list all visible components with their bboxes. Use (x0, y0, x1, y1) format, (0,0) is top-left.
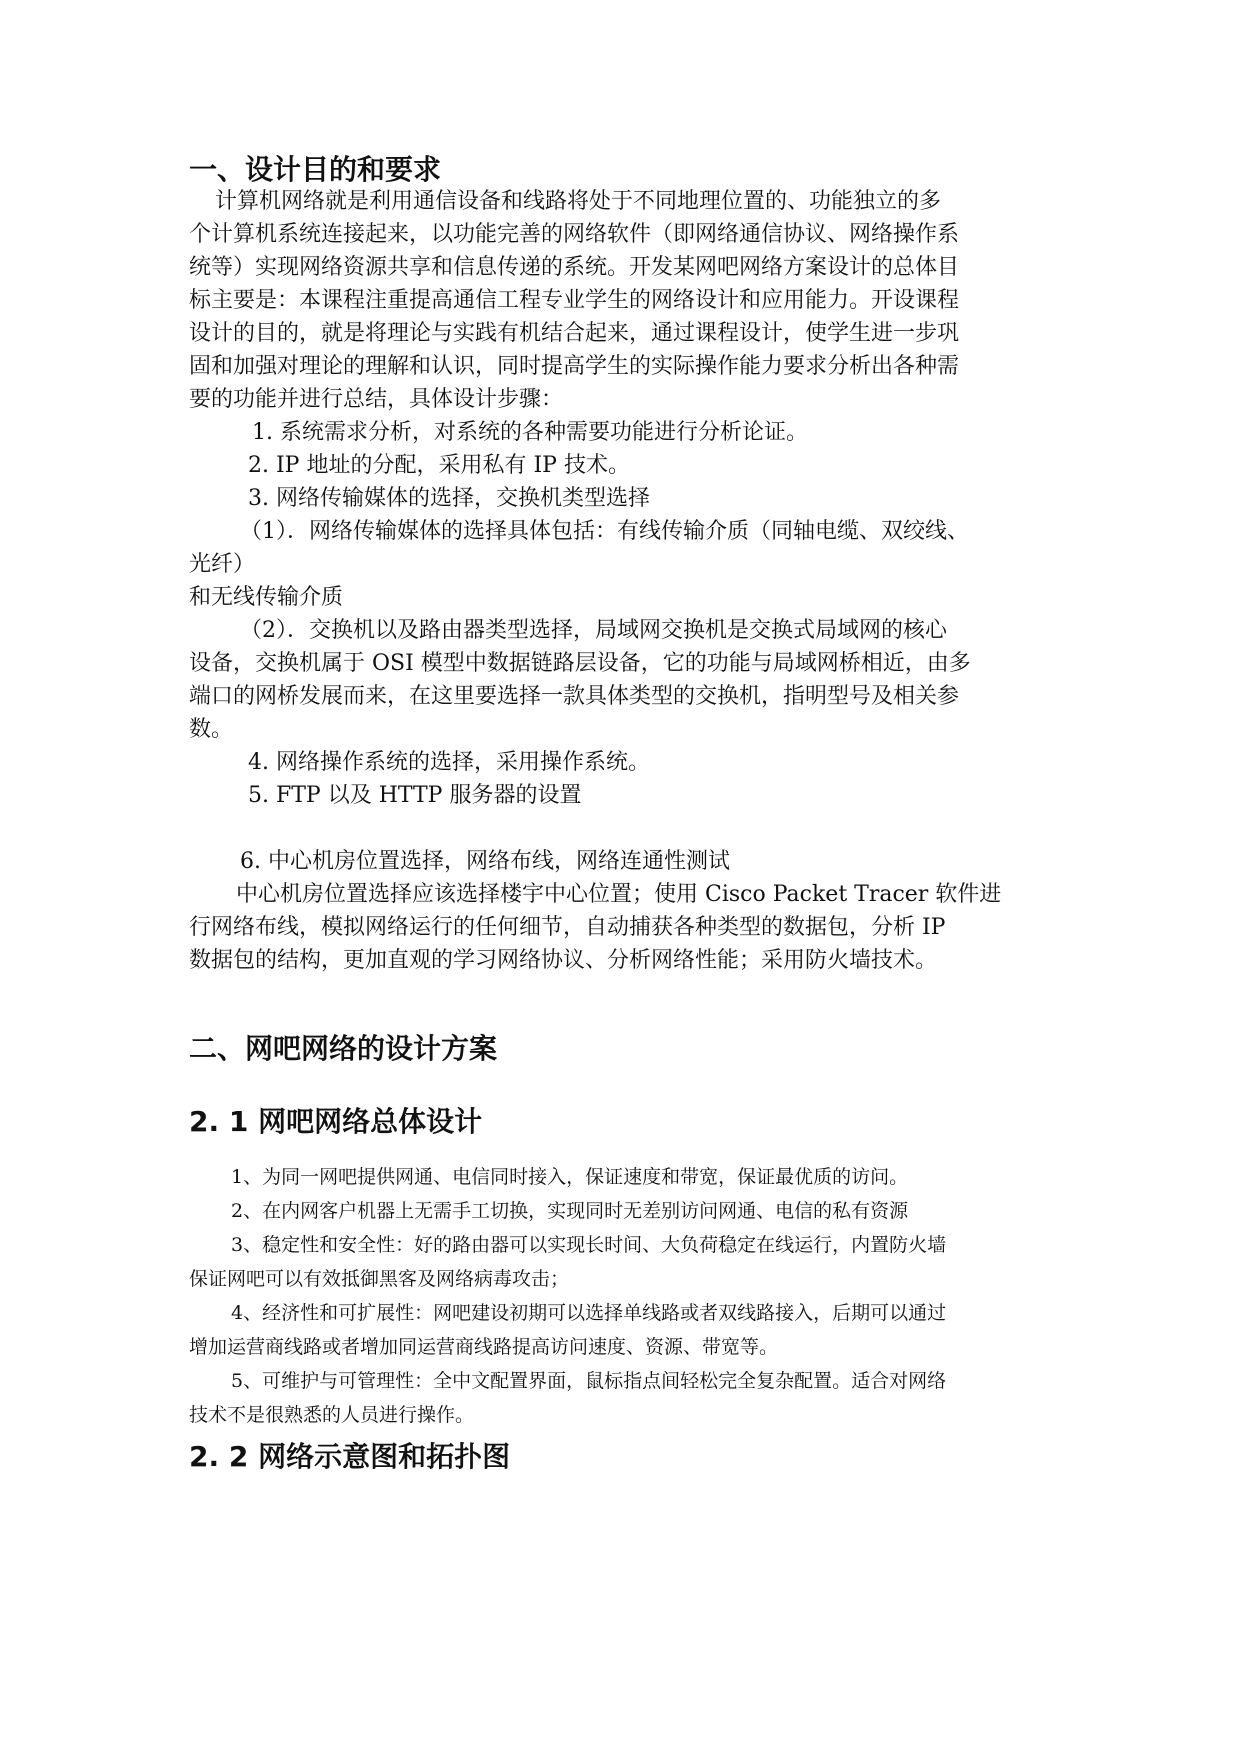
section-2-heading: 二、网吧网络的设计方案 (189, 1032, 498, 1065)
paragraph-line: 设计的目的，就是将理论与实践有机结合起来，通过课程设计，使学生进一步巩 (189, 321, 960, 346)
sub-step-item: （1）．网络传输媒体的选择具体包括：有线传输介质（同轴电缆、双绞线、 (240, 519, 969, 544)
list-item-continuation: 增加运营商线路或者增加同运营商线路提高访问速度、资源、带宽等。 (189, 1336, 779, 1358)
paragraph-line: 固和加强对理论的理解和认识，同时提高学生的实际操作能力要求分析出各种需 (189, 354, 960, 379)
step-item: 5. FTP 以及 HTTP 服务器的设置 (248, 783, 582, 808)
paragraph-line: 行网络布线，模拟网络运行的任何细节，自动捕获各种类型的数据包，分析 IP (189, 915, 946, 940)
section-1-heading: 一、设计目的和要求 (189, 153, 442, 186)
list-item-continuation: 技术不是很熟悉的人员进行操作。 (189, 1404, 475, 1426)
step-item: 3. 网络传输媒体的选择，交换机类型选择 (248, 486, 650, 511)
paragraph-line: 要的功能并进行总结，具体设计步骤： (189, 387, 564, 412)
sub-step-item: （2）．交换机以及路由器类型选择，局域网交换机是交换式局域网的核心 (240, 618, 947, 643)
paragraph-line: 设备，交换机属于 OSI 模型中数据链路层设备，它的功能与局域网桥相近，由多 (189, 651, 971, 676)
list-item: 2、在内网客户机器上无需手工切换，实现同时无差别访问网通、电信的私有资源 (231, 1200, 909, 1222)
paragraph-line: 统等）实现网络资源共享和信息传递的系统。开发某网吧网络方案设计的总体目 (189, 255, 960, 280)
step-item: 1. 系统需求分析，对系统的各种需要功能进行分析论证。 (252, 420, 808, 445)
paragraph-line: 计算机网络就是利用通信设备和线路将处于不同地理位置的、功能独立的多 (215, 189, 942, 214)
step-item: 2. IP 地址的分配，采用私有 IP 技术。 (248, 453, 630, 478)
paragraph-line: 个计算机系统连接起来，以功能完善的网络软件（即网络通信协议、网络操作系 (189, 222, 960, 247)
paragraph-line: 数。 (189, 717, 234, 742)
step-item: 6. 中心机房位置选择，网络布线，网络连通性测试 (240, 849, 730, 874)
paragraph-line: 标主要是：本课程注重提高通信工程专业学生的网络设计和应用能力。开设课程 (189, 288, 960, 313)
paragraph-line: 中心机房位置选择应该选择楼宇中心位置；使用 Cisco Packet Tracer 软件进 (236, 882, 1002, 907)
paragraph-line: 端口的网桥发展而来，在这里要选择一款具体类型的交换机，指明型号及相关参 (189, 684, 960, 709)
subsection-2-1-heading: 2. 1 网吧网络总体设计 (189, 1105, 483, 1138)
list-item: 1、为同一网吧提供网通、电信同时接入，保证速度和带宽，保证最优质的访问。 (231, 1166, 909, 1188)
paragraph-line: 和无线传输介质 (189, 585, 344, 610)
paragraph-line: 数据包的结构，更加直观的学习网络协议、分析网络性能；采用防火墙技术。 (189, 948, 938, 973)
step-item: 4. 网络操作系统的选择，采用操作系统。 (248, 750, 650, 775)
subsection-2-2-heading: 2. 2 网络示意图和拓扑图 (189, 1440, 511, 1473)
list-item: 5、可维护与可管理性：全中文配置界面，鼠标指点间轻松完全复杂配置。适合对网络 (231, 1370, 947, 1392)
list-item-continuation: 保证网吧可以有效抵御黑客及网络病毒攻击； (189, 1268, 570, 1290)
paragraph-line: 光纤） (189, 552, 256, 577)
list-item: 4、经济性和可扩展性：网吧建设初期可以选择单线路或者双线路接入，后期可以通过 (231, 1302, 947, 1324)
list-item: 3、稳定性和安全性：好的路由器可以实现长时间、大负荷稳定在线运行，内置防火墙 (231, 1234, 947, 1256)
